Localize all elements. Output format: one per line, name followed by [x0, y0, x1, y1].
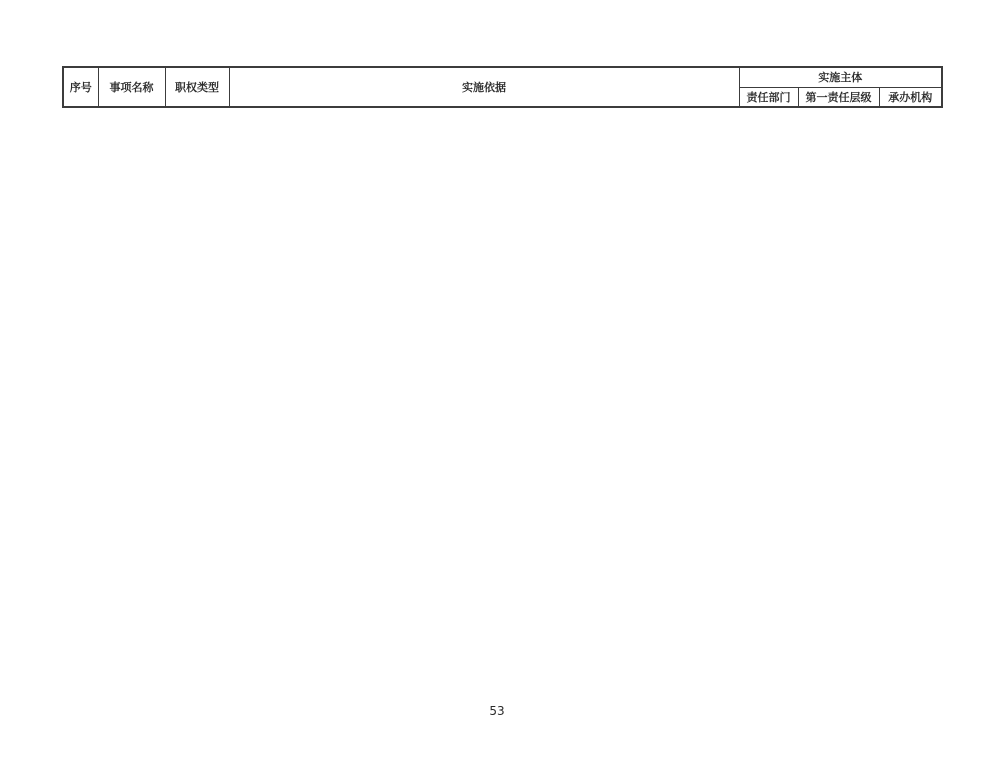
column-header-agency: 承办机构	[879, 87, 942, 107]
column-header-level: 第一责任层级	[798, 87, 879, 107]
column-header-dept: 责任部门	[739, 87, 798, 107]
column-header-seq: 序号	[63, 67, 98, 107]
page-number: 53	[489, 704, 505, 718]
column-header-subject-group: 实施主体	[739, 67, 942, 87]
column-header-type: 职权类型	[165, 67, 229, 107]
column-header-item: 事项名称	[98, 67, 165, 107]
authority-matters-table	[62, 66, 943, 108]
column-header-basis: 实施依据	[229, 67, 739, 107]
document-page	[0, 66, 1000, 772]
